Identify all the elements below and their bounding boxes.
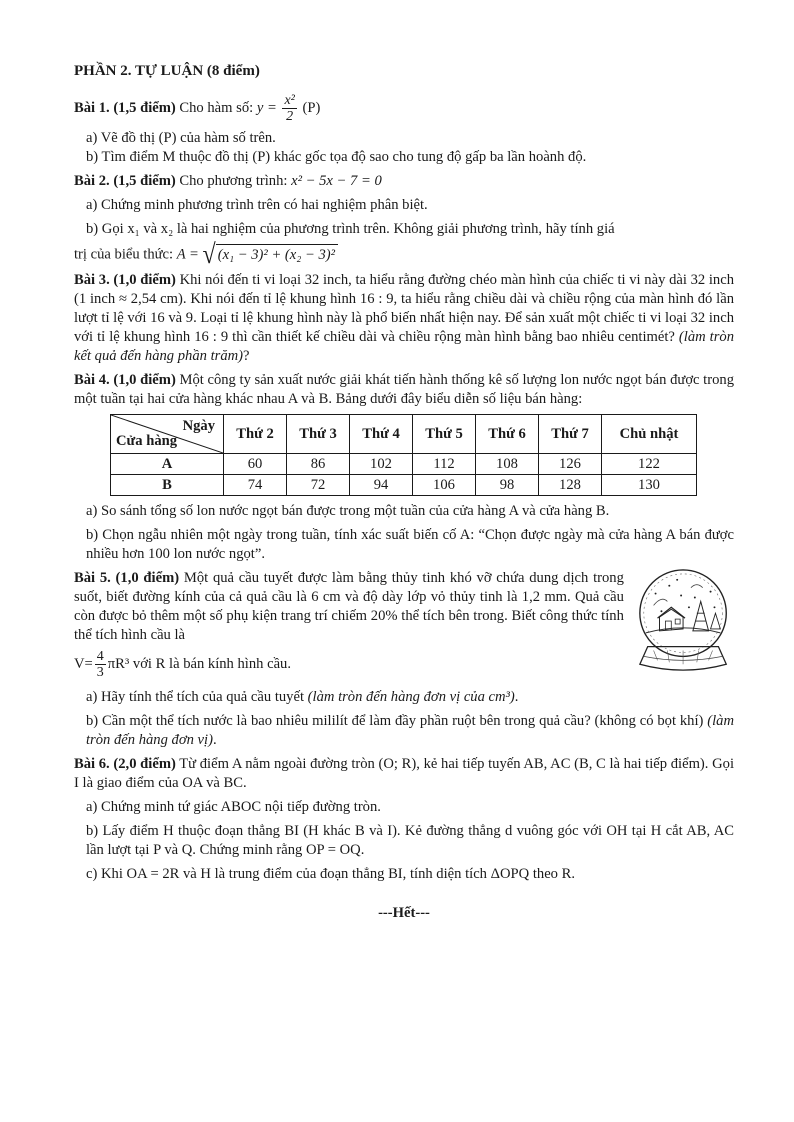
problem-1-heading: Bài 1. (1,5 điểm) bbox=[74, 99, 176, 116]
problem-4-text: Một công ty sản xuất nước giải khát tiến hành thống kê số lượng lon nước ngọt bán được trong một tuần tại hai cửa hàng khác nhau A và B. Bảng dưới đây biểu diễn số liệu bán hàng: bbox=[74, 372, 734, 407]
sales-table bbox=[110, 414, 697, 496]
table-header-cell: Thứ 6 bbox=[476, 415, 539, 454]
problem-3-heading: Bài 3. (1,0 điểm) bbox=[74, 272, 176, 288]
end-marker: ---Hết--- bbox=[378, 905, 430, 921]
table-row bbox=[111, 454, 697, 475]
problem-1-formula-tag: (P) bbox=[298, 99, 321, 116]
table-cell: 122 bbox=[602, 454, 697, 475]
table-cell: 98 bbox=[476, 475, 539, 496]
problem-2-expr-lhs: A = bbox=[176, 246, 203, 263]
problem-5-text-column bbox=[74, 569, 624, 680]
table-header-cell: Chủ nhật bbox=[602, 415, 697, 454]
table-cell: 112 bbox=[413, 454, 476, 475]
table-cell: 72 bbox=[287, 475, 350, 496]
table-cell: 74 bbox=[224, 475, 287, 496]
problem-1-part-b: b) Tìm điểm M thuộc đồ thị (P) khác gốc tọa độ sao cho tung độ gấp ba lần hoành độ. bbox=[86, 149, 587, 165]
problem-1-fraction bbox=[282, 93, 296, 124]
problem-5-heading: Bài 5. (1,0 điểm) bbox=[74, 570, 180, 586]
problem-5-part-b-tail: . bbox=[212, 732, 217, 748]
problem-5-volume-formula bbox=[74, 649, 624, 680]
problem-5-part-a-text: a) Hãy tính thể tích của quả cầu tuyết bbox=[86, 689, 308, 705]
problem-2-expr-intro: trị của biểu thức: bbox=[74, 246, 177, 263]
radical-sign: √ bbox=[202, 240, 216, 270]
radicand: (x₁ − 3)² + (x₂ − 3)² bbox=[216, 244, 338, 266]
section-title: PHẦN 2. TỰ LUẬN (8 điểm) bbox=[74, 63, 260, 79]
corner-label-day: Ngày bbox=[182, 418, 215, 434]
exam-page bbox=[74, 62, 734, 923]
table-row-label: A bbox=[111, 454, 224, 475]
problem-1-part-a: a) Vẽ đồ thị (P) của hàm số trên. bbox=[86, 130, 276, 146]
table-header-cell: Thứ 2 bbox=[224, 415, 287, 454]
problem-6-heading: Bài 6. (2,0 điểm) bbox=[74, 756, 176, 772]
volume-rhs: πR³ bbox=[107, 655, 130, 672]
problem-2-part-a: a) Chứng minh phương trình trên có hai nghiệm phân biệt. bbox=[86, 197, 428, 213]
table-header-cell: Thứ 7 bbox=[539, 415, 602, 454]
corner-label-store: Cửa hàng bbox=[116, 433, 178, 449]
problem-4 bbox=[74, 371, 734, 409]
table-cell: 126 bbox=[539, 454, 602, 475]
table-row bbox=[111, 475, 697, 496]
problem-5-part-a bbox=[74, 688, 734, 707]
problem-2-part-b-cont bbox=[74, 240, 734, 270]
fraction-numerator: x² bbox=[284, 93, 295, 108]
problem-5-part-b-text: b) Cần một thể tích nước là bao nhiêu mililít để làm đầy phần ruột bên trong quả cầu? (không có bọt khí) bbox=[86, 713, 708, 729]
problem-5-part-b-note: (làm tròn đến hàng đơn vị) bbox=[86, 713, 734, 748]
volume-fraction bbox=[95, 649, 106, 680]
problem-6-part-b: b) Lấy điểm H thuộc đoạn thẳng BI (H khác B và I). Kẻ đường thẳng d vuông góc với OH tại H cắt AB, AC lần lượt tại P và Q. Chứng minh rằng OP = OQ. bbox=[86, 823, 734, 858]
problem-5 bbox=[74, 569, 624, 645]
problem-1-formula-lhs: y = bbox=[256, 99, 281, 116]
problem-4-part-b: b) Chọn ngẫu nhiên một ngày trong tuần, tính xác suất biến cố A: “Chọn được ngày mà cửa hàng A bán được nhiều hơn 100 lon nước ngọt”. bbox=[86, 527, 734, 562]
table-cell: 106 bbox=[413, 475, 476, 496]
table-header-row bbox=[111, 415, 697, 454]
problem-5-part-a-tail: . bbox=[514, 689, 519, 705]
problem-6-part-a: a) Chứng minh tứ giác ABOC nội tiếp đường tròn. bbox=[86, 799, 381, 815]
table-cell: 128 bbox=[539, 475, 602, 496]
problem-5-block bbox=[74, 569, 734, 683]
problem-1 bbox=[74, 93, 734, 124]
problem-1-intro: Cho hàm số: bbox=[175, 99, 257, 116]
problem-5-part-a-note: (làm tròn đến hàng đơn vị của cm³) bbox=[307, 689, 515, 705]
square-root bbox=[202, 240, 339, 270]
problem-2-part-b: b) Gọi x₁ và x₂ là hai nghiệm của phương trình trên. Không giải phương trình, hãy tính giá bbox=[86, 221, 615, 237]
table-header-cell: Thứ 4 bbox=[350, 415, 413, 454]
table-cell: 108 bbox=[476, 454, 539, 475]
table-cell: 60 bbox=[224, 454, 287, 475]
problem-3-text: Khi nói đến ti vi loại 32 inch, ta hiểu rằng đường chéo màn hình của chiếc ti vi này dài 32 inch (1 inch ≈ 2,54 cm). Khi nói đến tỉ lệ khung hình 16 : 9, ta hiểu rằng chiều dài và chiều rộng của màn hình đó lần lượt tỉ lệ với 16 và 9. Loại tỉ lệ khung hình này là phổ biến nhất hiện nay. Để sản xuất một chiếc ti vi loại 32 inch với tỉ lệ khung hình 16 : 9 thì cần thiết kế chiều dài và chiều rộng màn hình bằng bao nhiêu centimét? bbox=[74, 272, 735, 345]
fraction-numerator: 4 bbox=[96, 649, 104, 664]
table-cell: 130 bbox=[602, 475, 697, 496]
table-cell: 94 bbox=[350, 475, 413, 496]
table-cell: 86 bbox=[287, 454, 350, 475]
problem-2 bbox=[74, 172, 734, 191]
fraction-denominator: 2 bbox=[286, 109, 294, 124]
table-cell: 102 bbox=[350, 454, 413, 475]
snow-globe-illustration bbox=[632, 565, 734, 683]
problem-6 bbox=[74, 755, 734, 793]
problem-3-tail: ? bbox=[243, 348, 250, 364]
problem-2-equation: x² − 5x − 7 = 0 bbox=[291, 173, 382, 189]
table-row-label: B bbox=[111, 475, 224, 496]
problem-3-note: (làm tròn kết quả đến hàng phần trăm) bbox=[74, 329, 734, 364]
table-header-cell: Thứ 3 bbox=[287, 415, 350, 454]
problem-3 bbox=[74, 271, 734, 366]
table-header-cell: Thứ 5 bbox=[413, 415, 476, 454]
problem-2-intro: Cho phương trình: bbox=[175, 173, 292, 189]
problem-4-part-a: a) So sánh tổng số lon nước ngọt bán được trong một tuần của cửa hàng A và cửa hàng B. bbox=[86, 503, 610, 519]
fraction-denominator: 3 bbox=[96, 665, 104, 680]
table-corner-cell bbox=[111, 415, 224, 454]
problem-5-text: Một quả cầu tuyết được làm bằng thủy tinh khó vỡ chứa dung dịch trong suốt, biết đường kính của cả quả cầu là 6 cm và độ dày lớp vỏ thủy tinh là 1,2 mm. Quả cầu còn được bỏ thêm một số phụ kiện trang trí chiếm 20% thể tích bên trong. Biết công thức tính thể tích hình cầu là bbox=[74, 570, 624, 643]
volume-lhs: V= bbox=[74, 655, 93, 672]
problem-6-part-c: c) Khi OA = 2R và H là trung điểm của đoạn thẳng BI, tính diện tích ΔOPQ theo R. bbox=[86, 866, 575, 882]
volume-tail: với R là bán kính hình cầu. bbox=[129, 655, 292, 672]
problem-6-text: Từ điểm A nằm ngoài đường tròn (O; R), kẻ hai tiếp tuyến AB, AC (B, C là hai tiếp điểm). Gọi I là giao điểm của OA và BC. bbox=[74, 756, 735, 791]
problem-4-heading: Bài 4. (1,0 điểm) bbox=[74, 372, 176, 388]
problem-5-part-b bbox=[74, 712, 734, 750]
problem-2-heading: Bài 2. (1,5 điểm) bbox=[74, 173, 176, 189]
